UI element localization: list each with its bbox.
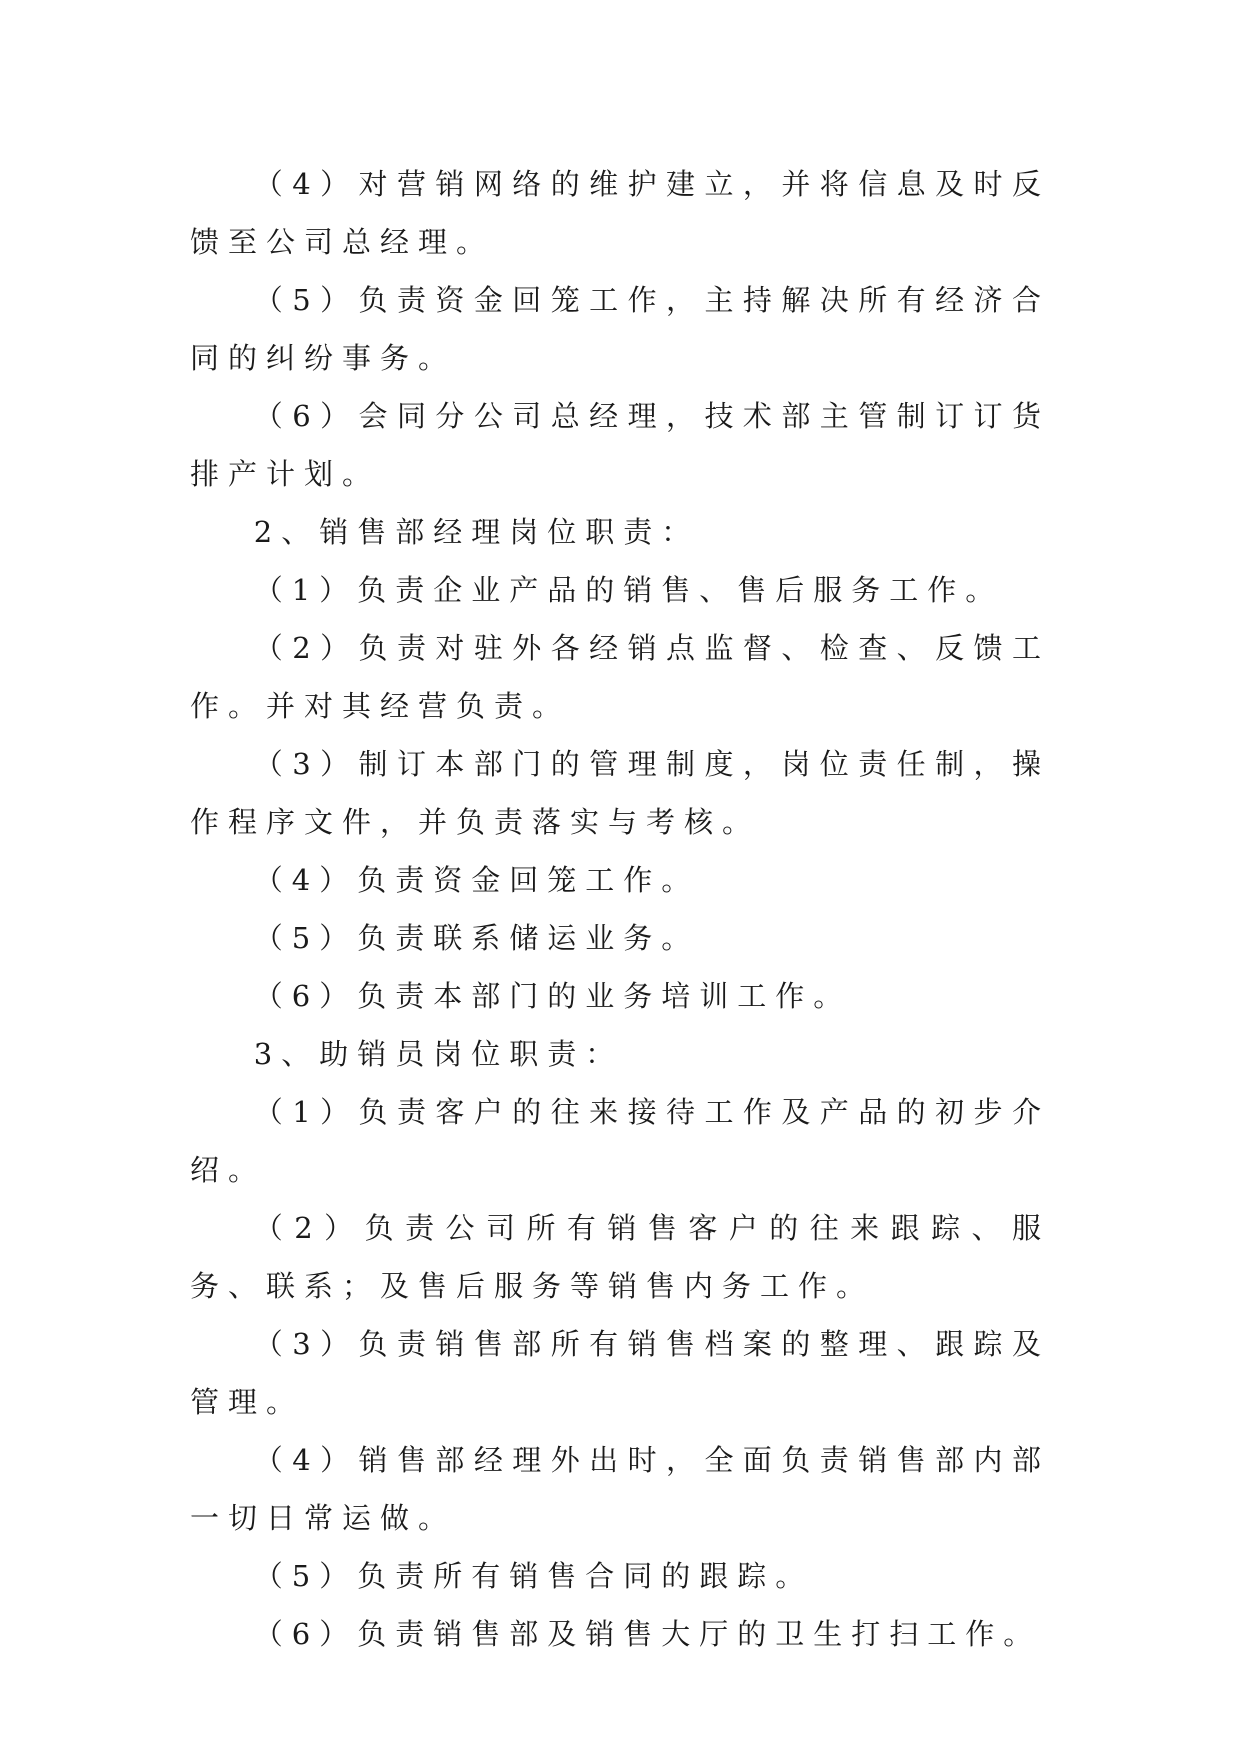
- paragraph: （4）销售部经理外出时，全面负责销售部内部一切日常运做。: [190, 1443, 1050, 1535]
- paragraph: （1）负责企业产品的销售、售后服务工作。: [253, 573, 1004, 607]
- paragraph: （5）负责资金回笼工作，主持解决所有经济合同的纠纷事务。: [190, 283, 1050, 375]
- paragraph: （1）负责客户的往来接待工作及产品的初步介绍。: [190, 1095, 1050, 1187]
- document-body: [190, 155, 1050, 1663]
- paragraph: （4）负责资金回笼工作。: [253, 863, 700, 897]
- paragraph: （5）负责联系储运业务。: [253, 921, 700, 955]
- section-heading: 2、销售部经理岗位职责：: [253, 515, 700, 549]
- section-heading: 3、助销员岗位职责：: [253, 1037, 624, 1071]
- paragraph: （6）负责销售部及销售大厅的卫生打扫工作。: [253, 1617, 1042, 1651]
- paragraph: （3）制订本部门的管理制度，岗位责任制，操作程序文件，并负责落实与考核。: [190, 747, 1050, 839]
- paragraph: （3）负责销售部所有销售档案的整理、跟踪及管理。: [190, 1327, 1050, 1419]
- paragraph: （6）会同分公司总经理，技术部主管制订订货排产计划。: [190, 399, 1050, 491]
- paragraph: （2）负责对驻外各经销点监督、检查、反馈工作。并对其经营负责。: [190, 631, 1050, 723]
- paragraph: （2）负责公司所有销售客户的往来跟踪、服务、联系；及售后服务等销售内务工作。: [190, 1211, 1050, 1303]
- paragraph: （4）对营销网络的维护建立，并将信息及时反馈至公司总经理。: [190, 167, 1050, 259]
- paragraph: （5）负责所有销售合同的跟踪。: [253, 1559, 814, 1593]
- paragraph: （6）负责本部门的业务培训工作。: [253, 979, 852, 1013]
